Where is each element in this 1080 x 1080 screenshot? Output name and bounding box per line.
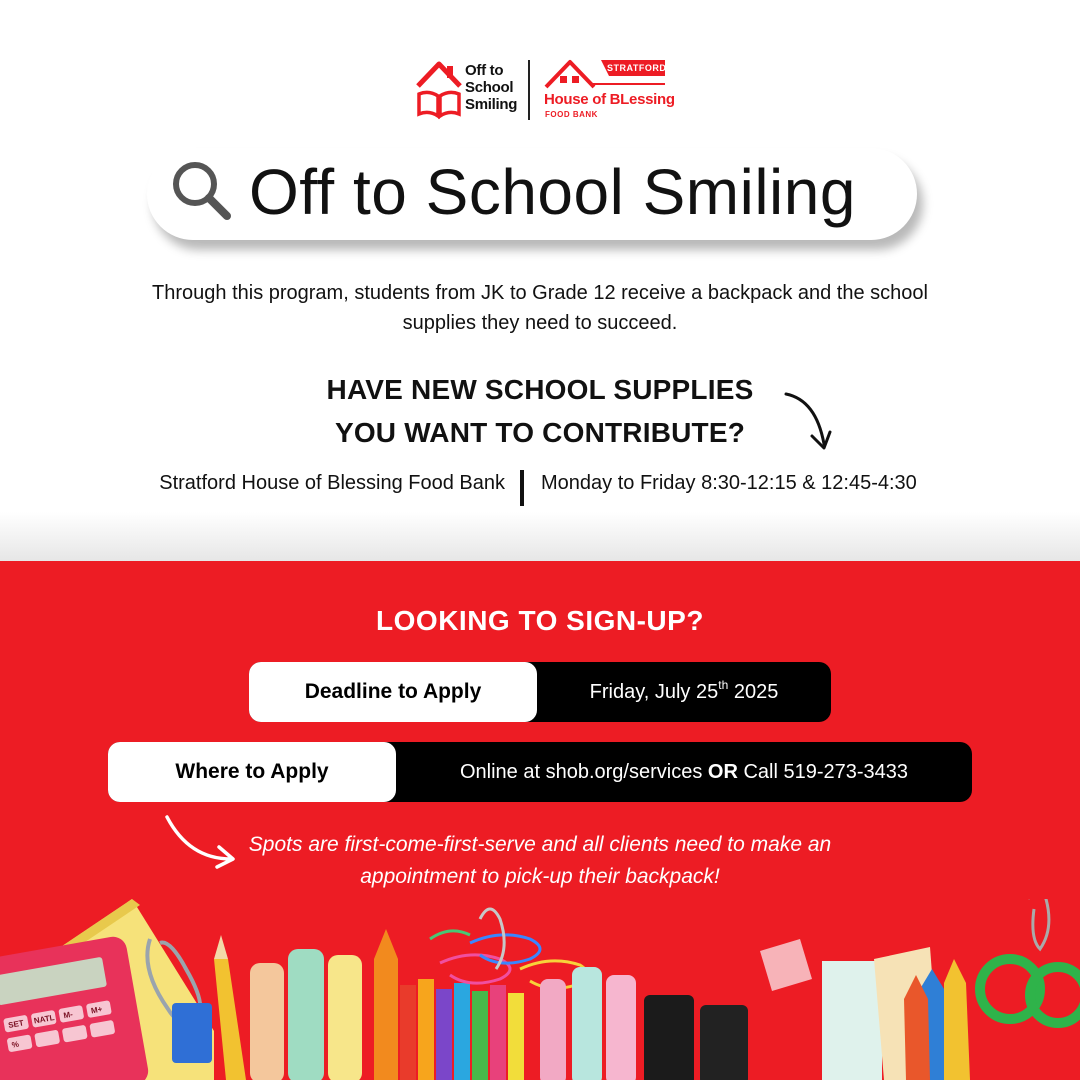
calc-key-percent: %	[11, 1039, 20, 1050]
dropoff-hours: Monday to Friday 8:30-12:15 & 12:45-4:30	[541, 472, 917, 494]
search-icon	[169, 158, 235, 224]
logo-divider	[528, 60, 530, 120]
contribute-heading	[260, 368, 820, 454]
logo-house-of-blessing: House of BLessing	[544, 91, 675, 108]
signup-note: Spots are first-come-first-serve and all clients need to make an appointment to pick-up their backpack!	[248, 833, 832, 888]
calc-key-m-plus: M+	[90, 1004, 104, 1016]
contribute-line-1: HAVE NEW SCHOOL SUPPLIES	[326, 374, 754, 405]
where-value	[396, 742, 972, 802]
calc-key-natl: NATL	[33, 1013, 56, 1026]
logo-line-1: Off to	[465, 62, 504, 79]
logo-line-2: School	[465, 79, 514, 96]
section-fade	[0, 512, 1080, 562]
page-title: Off to School Smiling	[249, 156, 856, 228]
where-online: Online at shob.org/services	[459, 761, 708, 783]
logo-bar	[0, 56, 1080, 122]
where-label: Where to Apply	[108, 742, 396, 802]
deadline-ordinal: th	[718, 678, 729, 692]
dropoff-info	[0, 470, 1080, 506]
search-bar	[147, 148, 917, 240]
house-book-icon	[415, 58, 463, 120]
dropoff-location: Stratford House of Blessing Food Bank	[159, 472, 505, 494]
logo-line-3: Smiling	[465, 96, 518, 113]
house-of-blessing-logo	[543, 56, 673, 122]
deadline-year: 2025	[728, 681, 779, 703]
deadline-date: Friday, July 25	[589, 681, 719, 703]
info-divider	[520, 470, 524, 506]
house-roof-icon	[543, 56, 667, 90]
logo-food-bank: FOOD BANK	[545, 110, 598, 119]
logo-stratford: STRATFORD	[607, 63, 667, 73]
deadline-pill	[249, 662, 831, 722]
where-pill	[108, 742, 972, 802]
calculator-icon	[0, 935, 150, 1080]
contribute-line-2: YOU WANT TO CONTRIBUTE?	[334, 417, 746, 448]
off-to-school-smiling-logo	[415, 56, 518, 122]
where-phone: Call 519-273-3433	[737, 761, 909, 783]
deadline-value	[537, 662, 831, 722]
signup-panel	[0, 561, 1080, 1080]
calc-key-set: SET	[7, 1018, 25, 1030]
deadline-label: Deadline to Apply	[249, 662, 537, 722]
program-description: Through this program, students from JK to Grade 12 receive a backpack and the school supplies they need to succeed.	[152, 282, 928, 334]
signup-heading: LOOKING TO SIGN-UP?	[376, 605, 704, 636]
calc-key-m-minus: M-	[62, 1009, 74, 1021]
curved-arrow-icon	[782, 386, 836, 456]
school-supplies-illustration	[0, 899, 1080, 1080]
where-or: OR	[707, 761, 738, 783]
